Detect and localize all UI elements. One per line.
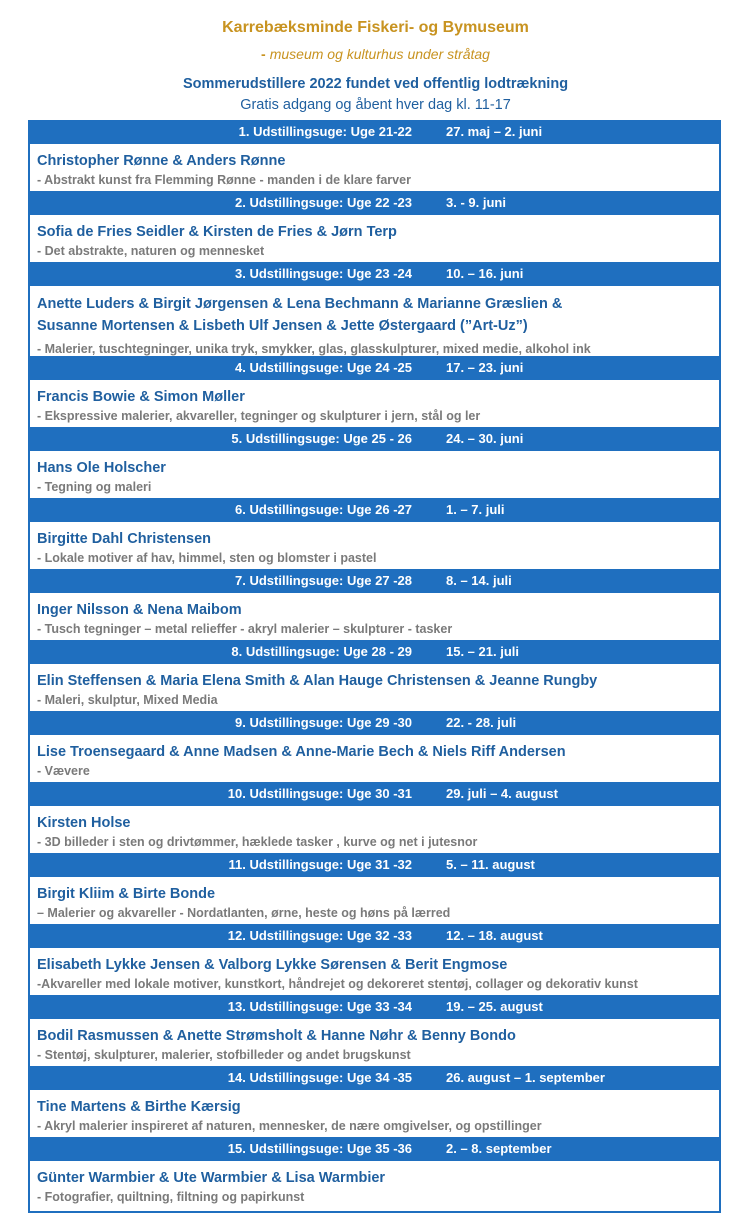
week-band (28, 427, 721, 451)
week-band (28, 120, 721, 144)
art-description: – Malerier og akvareller - Nordatlanten, ørne, heste og høns på lærred (37, 906, 451, 920)
week-label: 13. Udstillingsuge: Uge 33 -34 (227, 999, 412, 1014)
exhibitor-entry (28, 593, 721, 640)
week-band (28, 924, 721, 948)
subtitle: Sommerudstillere 2022 fundet ved offentlig lodtrækning (182, 76, 569, 92)
week-dates: 29. juli – 4. august (446, 786, 558, 801)
week-dates: 22. - 28. juli (446, 715, 517, 730)
museum-title: Karrebæksminde Fiskeri- og Bymuseum (222, 19, 529, 36)
exhibitor-entry (28, 286, 721, 356)
art-description: - Det abstrakte, naturen og mennesket (37, 244, 265, 258)
week-dates: 10. – 16. juni (446, 266, 524, 281)
artist-names-line-1: Anette Luders & Birgit Jørgensen & Lena Bechmann & Marianne Græslien & (37, 296, 563, 312)
art-description: - Akryl malerier inspireret af naturen, mennesker, de nære omgivelser, og opstillinger (37, 1119, 542, 1133)
week-dates: 15. – 21. juli (446, 644, 519, 659)
exhibitor-entry (28, 380, 721, 427)
week-band (28, 995, 721, 1019)
artist-names (37, 293, 719, 337)
exhibitor-entry (28, 948, 721, 995)
week-dates: 8. – 14. juli (446, 573, 512, 588)
week-dates: 2. – 8. september (446, 1141, 552, 1156)
artist-names-line-2: Susanne Mortensen & Lisbeth Ulf Jensen & Jette Østergaard (”Art-Uz”) (37, 318, 528, 334)
week-band (28, 191, 721, 215)
week-dates: 17. – 23. juni (446, 360, 524, 375)
art-description: - Tegning og maleri (37, 480, 152, 494)
week-label: 5. Udstillingsuge: Uge 25 - 26 (231, 431, 412, 446)
exhibitor-entry (28, 1019, 721, 1066)
artist-names: Sofia de Fries Seidler & Kirsten de Fries & Jørn Terp (37, 224, 397, 240)
week-label: 14. Udstillingsuge: Uge 34 -35 (227, 1070, 412, 1085)
exhibitor-entry (28, 806, 721, 853)
tagline (0, 46, 751, 62)
artist-names: Lise Troensegaard & Anne Madsen & Anne-Marie Bech & Niels Riff Andersen (37, 744, 566, 760)
exhibitor-entry (28, 1161, 721, 1213)
artist-names: Kirsten Holse (37, 815, 131, 831)
week-dates: 24. – 30. juni (446, 431, 524, 446)
week-label: 4. Udstillingsuge: Uge 24 -25 (235, 360, 412, 375)
week-dates: 1. – 7. juli (446, 502, 505, 517)
week-label: 11. Udstillingsuge: Uge 31 -32 (228, 857, 412, 872)
art-description: - Malerier, tuschtegninger, unika tryk, smykker, glas, glasskulpturer, mixed medie, alkohol ink (37, 342, 591, 356)
art-description: - Ekspressive malerier, akvareller, tegninger og skulpturer i jern, stål og ler (37, 409, 481, 423)
exhibitor-entry (28, 735, 721, 782)
week-band (28, 1066, 721, 1090)
week-label: 6. Udstillingsuge: Uge 26 -27 (235, 502, 412, 517)
week-band (28, 569, 721, 593)
exhibitor-entry (28, 144, 721, 191)
art-description: - Lokale motiver af hav, himmel, sten og blomster i pastel (37, 551, 377, 565)
opening-hours: Gratis adgang og åbent hver dag kl. 11-17 (240, 97, 511, 113)
artist-names: Elin Steffensen & Maria Elena Smith & Alan Hauge Christensen & Jeanne Rungby (37, 673, 598, 689)
week-dates: 27. maj – 2. juni (446, 124, 543, 139)
exhibitor-entry (28, 664, 721, 711)
week-band (28, 1137, 721, 1161)
tagline-dash: - (261, 46, 266, 62)
week-label: 7. Udstillingsuge: Uge 27 -28 (235, 573, 412, 588)
week-band (28, 640, 721, 664)
artist-names: Tine Martens & Birthe Kærsig (37, 1099, 241, 1115)
artist-names: Birgit Kliim & Birte Bonde (37, 886, 216, 902)
week-label: 2. Udstillingsuge: Uge 22 -23 (235, 195, 412, 210)
art-description: -Akvareller med lokale motiver, kunstkort, håndrejet og dekoreret stentøj, collager og dekorativ kunst (37, 977, 638, 991)
week-label: 15. Udstillingsuge: Uge 35 -36 (227, 1141, 412, 1156)
art-description: - 3D billeder i sten og drivtømmer, hæklede tasker , kurve og net i jutesnor (37, 835, 478, 849)
art-description: - Abstrakt kunst fra Flemming Rønne - manden i de klare farver (37, 173, 411, 187)
week-label: 12. Udstillingsuge: Uge 32 -33 (227, 928, 412, 943)
week-dates: 5. – 11. august (446, 857, 535, 872)
tagline-text: museum og kulturhus under stråtag (269, 46, 490, 62)
week-dates: 12. – 18. august (446, 928, 543, 943)
art-description: - Fotografier, quiltning, filtning og papirkunst (37, 1190, 305, 1204)
artist-names: Elisabeth Lykke Jensen & Valborg Lykke Sørensen & Berit Engmose (37, 957, 508, 973)
exhibitor-entry (28, 215, 721, 262)
artist-names: Inger Nilsson & Nena Maibom (37, 602, 242, 618)
week-dates: 26. august – 1. september (446, 1070, 605, 1085)
artist-names: Christopher Rønne & Anders Rønne (37, 153, 286, 169)
artist-names: Francis Bowie & Simon Møller (37, 389, 245, 405)
week-label: 10. Udstillingsuge: Uge 30 -31 (227, 786, 412, 801)
artist-names: Hans Ole Holscher (37, 460, 166, 476)
art-description: - Stentøj, skulpturer, malerier, stofbilleder og andet brugskunst (37, 1048, 411, 1062)
week-band (28, 711, 721, 735)
art-description: - Maleri, skulptur, Mixed Media (37, 693, 218, 707)
week-dates: 19. – 25. august (446, 999, 543, 1014)
artist-names: Birgitte Dahl Christensen (37, 531, 212, 547)
exhibitor-entry (28, 1090, 721, 1137)
week-label: 9. Udstillingsuge: Uge 29 -30 (235, 715, 412, 730)
artist-names: Günter Warmbier & Ute Warmbier & Lisa Warmbier (37, 1170, 386, 1186)
art-description: - Tusch tegninger – metal relieffer - akryl malerier – skulpturer - tasker (37, 622, 453, 636)
week-label: 1. Udstillingsuge: Uge 21-22 (238, 124, 412, 139)
week-band (28, 498, 721, 522)
week-band (28, 782, 721, 806)
week-band (28, 262, 721, 286)
exhibitor-entry (28, 877, 721, 924)
week-band (28, 356, 721, 380)
week-label: 8. Udstillingsuge: Uge 28 - 29 (231, 644, 412, 659)
artist-names: Bodil Rasmussen & Anette Strømsholt & Hanne Nøhr & Benny Bondo (37, 1028, 516, 1044)
exhibition-schedule (28, 120, 721, 1213)
art-description: - Vævere (37, 764, 90, 778)
exhibitor-entry (28, 451, 721, 498)
week-band (28, 853, 721, 877)
exhibitor-entry (28, 522, 721, 569)
week-dates: 3. - 9. juni (446, 195, 506, 210)
week-label: 3. Udstillingsuge: Uge 23 -24 (235, 266, 412, 281)
